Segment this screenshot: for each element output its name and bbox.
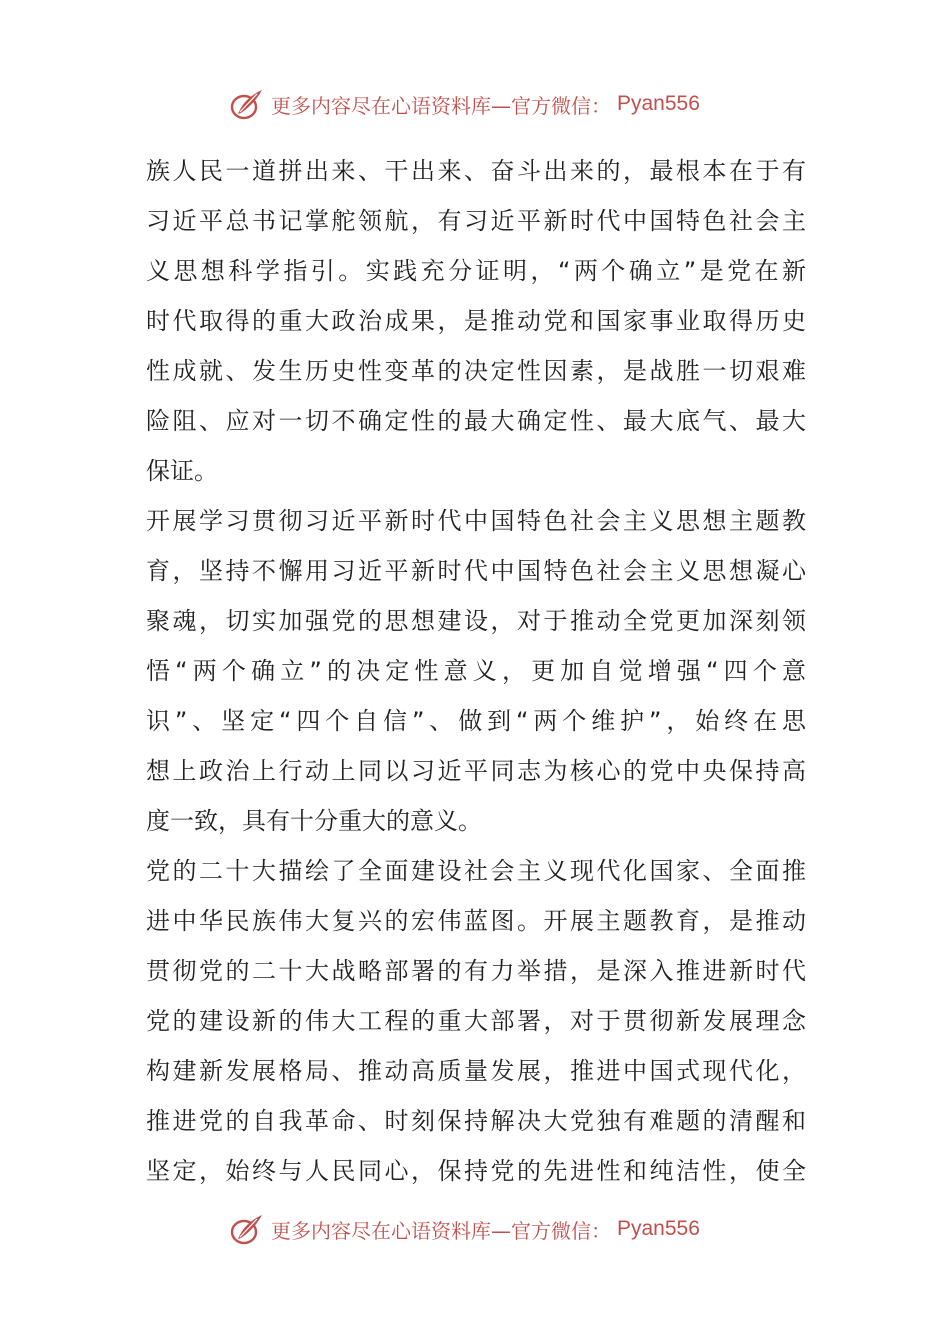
- text-line: 聚魂，切实加强党的思想建设，对于推动全党更加深刻领: [146, 607, 806, 635]
- text-line: 险阻、应对一切不确定性的最大确定性、最大底气、最大: [146, 407, 806, 435]
- text-line: 保证。: [146, 457, 218, 485]
- text-line: 进中华民族伟大复兴的宏伟蓝图。开展主题教育，是推动: [146, 907, 806, 935]
- text-line: 识”、坚定“四个自信”、做到“两个维护”，始终在思: [146, 707, 806, 735]
- watermark-header: [229, 84, 700, 124]
- watermark-text: 更多内容尽在心语资料库—官方微信：: [271, 1218, 611, 1243]
- text-line: 想上政治上行动上同以习近平同志为核心的党中央保持高: [146, 757, 806, 785]
- text-line: 党的建设新的伟大工程的重大部署，对于贯彻新发展理念: [146, 1007, 806, 1035]
- text-line: 开展学习贯彻习近平新时代中国特色社会主义思想主题教: [146, 507, 806, 535]
- watermark-text: 更多内容尽在心语资料库—官方微信：: [271, 93, 611, 118]
- watermark-handle: Pyan556: [617, 92, 700, 115]
- document-body: [146, 146, 806, 1196]
- text-line: 度一致，具有十分重大的意义。: [146, 807, 482, 835]
- text-line: 习近平总书记掌舵领航，有习近平新时代中国特色社会主: [146, 207, 806, 235]
- text-line: 悟“两个确立”的决定性意义，更加自觉增强“四个意: [146, 657, 806, 685]
- text-line: 坚定，始终与人民同心，保持党的先进性和纯洁性，使全: [146, 1157, 806, 1185]
- text-line: 推进党的自我革命、时刻保持解决大党独有难题的清醒和: [146, 1107, 806, 1135]
- watermark-footer: [229, 1209, 700, 1249]
- text-line: 育，坚持不懈用习近平新时代中国特色社会主义思想凝心: [146, 557, 806, 585]
- text-line: 族人民一道拼出来、干出来、奋斗出来的，最根本在于有: [146, 157, 806, 185]
- watermark-handle: Pyan556: [617, 1217, 700, 1240]
- quill-logo-icon: [229, 86, 265, 122]
- text-line: 贯彻党的二十大战略部署的有力举措，是深入推进新时代: [146, 957, 806, 985]
- text-line: 义思想科学指引。实践充分证明，“两个确立”是党在新: [146, 257, 806, 285]
- text-line: 党的二十大描绘了全面建设社会主义现代化国家、全面推: [146, 857, 806, 885]
- text-line: 构建新发展格局、推动高质量发展，推进中国式现代化，: [146, 1057, 806, 1085]
- text-line: 时代取得的重大政治成果，是推动党和国家事业取得历史: [146, 307, 806, 335]
- quill-logo-icon: [229, 1211, 265, 1247]
- text-line: 性成就、发生历史性变革的决定性因素，是战胜一切艰难: [146, 357, 806, 385]
